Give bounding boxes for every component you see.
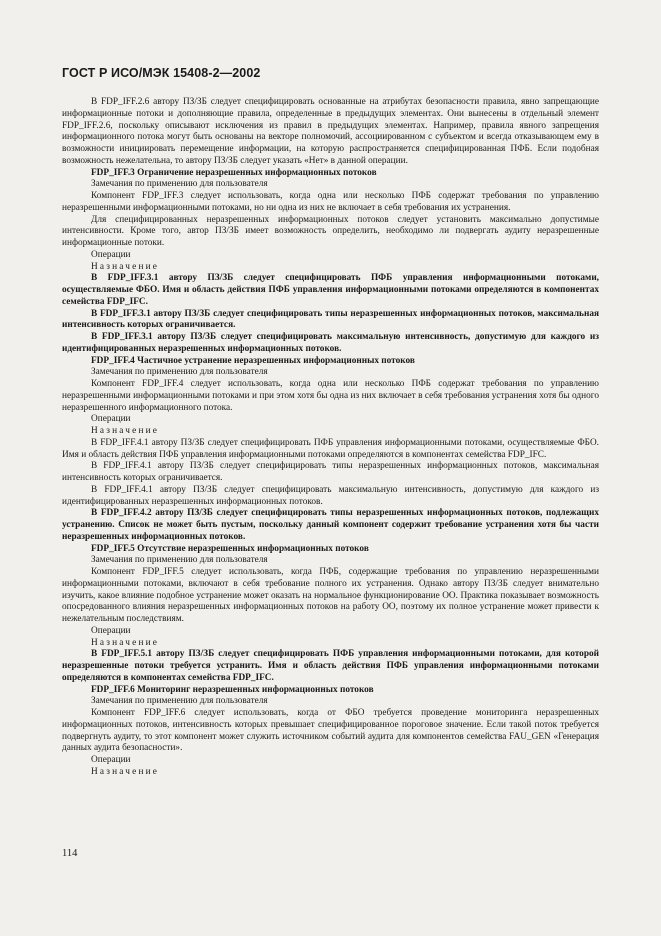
paragraph: В FDP_IFF.3.1 автору ПЗ/ЗБ следует специфицировать ПФБ управления информационными потоками, осуществляемые ФБО. Имя и область действия ПФБ управления информационными потоками определяются в компонентах семейства FDP_IFC. xyxy=(62,273,599,307)
paragraph: Назначение xyxy=(91,261,160,272)
paragraph: В FDP_IFF.3.1 автору ПЗ/ЗБ следует специфицировать типы неразрешенных информационных потоков, максимальная интенсивность которых ограничивается. xyxy=(62,308,599,331)
paragraph: Для специфицированных неразрешенных информационных потоков следует установить максимально допустимые интенсивности. Кроме того, автор ПЗ/ЗБ имеет возможность определить, необходимо ли подвергать аудиту неразрешенные информационные потоки. xyxy=(62,214,599,248)
section-heading: FDP_IFF.5 Отсутствие неразрешенных информационных потоков xyxy=(91,543,369,554)
paragraph: Назначение xyxy=(91,637,160,648)
paragraph: В FDP_IFF.4.2 автору ПЗ/ЗБ следует специфицировать типы неразрешенных информационных потоков, подлежащих устранению. Список не может быть пустым, поскольку данный компонент содержит требование устранения хотя бы части неразрешенных информационных потоков. xyxy=(62,508,599,542)
paragraph: Назначение xyxy=(91,766,160,777)
paragraph: В FDP_IFF.4.1 автору ПЗ/ЗБ следует специфицировать максимальную интенсивность, допустимую для каждого из идентифицированных неразрешенных информационных потоков. xyxy=(62,484,599,507)
section-heading: FDP_IFF.6 Мониторинг неразрешенных информационных потоков xyxy=(91,684,374,695)
paragraph: В FDP_IFF.2.6 автору ПЗ/ЗБ следует специфицировать основанные на атрибутах безопасности правила, явно запрещающие информационные потоки и дополняющие правила, определенные в предыдущих элементах. Они вынесены в отдельный элемент FDP_IFF.2.6, поскольку описывают исключения из правил в предыдущих элементах. Например, правила явного запрещения информационного потока могут быть основаны на векторе полномочий, ассоциированном с субъектом и всегда отказывающем ему в возможности инициировать перемещение информации, на которую распространяется специфицированная ПФБ. Если подобная возможность нежелательна, то автору ПЗ/ЗБ следует указать «Нет» в данной операции. xyxy=(62,97,599,166)
section-heading: FDP_IFF.3 Ограничение неразрешенных информационных потоков xyxy=(91,167,377,178)
paragraph: В FDP_IFF.4.1 автору ПЗ/ЗБ следует специфицировать ПФБ управления информационными потоками, осуществляемые ФБО. Имя и область действия ПФБ управления информационными потоками определяются в компонентах семейства FDP_IFC. xyxy=(62,437,599,460)
paragraph: Замечания по применению для пользователя xyxy=(91,179,268,190)
paragraph: В FDP_IFF.4.1 автору ПЗ/ЗБ следует специфицировать типы неразрешенных информационных потоков, максимальная интенсивность которых ограничивается. xyxy=(62,461,599,483)
paragraph: Компонент FDP_IFF.5 следует использовать, когда ПФБ, содержащие требования по управлению неразрешенными информационными потоками, включают в себя требование полного их устранения. Однако автору ПЗ/ЗБ следует внимательно изучить, какое влияние подобное устранение может оказать на нормальное функционирование ОО. Практика показывает возможность опосредованного влияния неразрешенных информационных потоков на работу ОО, поэтому их полное устранение может привести к нежелательным последствиям. xyxy=(62,567,599,624)
section-heading: FDP_IFF.4 Частичное устранение неразрешенных информационных потоков xyxy=(91,355,415,366)
paragraph: Операции xyxy=(91,249,131,260)
paragraph: В FDP_IFF.5.1 автору ПЗ/ЗБ следует специфицировать ПФБ управления информационными потоками, для которой неразрешенные потоки требуется устранить. Имя и область действия ПФБ управления информационными потоками определяются в компонентах семейства FDP_IFC. xyxy=(62,649,599,683)
paragraph: Назначение xyxy=(91,426,160,436)
paragraph: В FDP_IFF.3.1 автору ПЗ/ЗБ следует специфицировать максимальную интенсивность, допустимую для каждого из идентифицированных неразрешенных информационных потоков. xyxy=(62,332,599,354)
paragraph: Операции xyxy=(91,755,131,765)
paragraph: Компонент FDP_IFF.3 следует использовать, когда одна или несколько ПФБ содержат требования по управлению неразрешенными информационными потоками, но ни одна из них не включает в себя требования их устранения. xyxy=(62,191,599,213)
paragraph: Замечания по применению для пользователя xyxy=(91,367,268,378)
paragraph: Операции xyxy=(91,414,131,425)
document-header: ГОСТ Р ИСО/МЭК 15408-2—2002 xyxy=(62,66,261,80)
paragraph: Компонент FDP_IFF.6 следует использовать, когда от ФБО требуется проведение мониторинга неразрешенных информационных потоков, интенсивность которых превышает специфицированное пороговое значение. Если такой поток требуется подвергнуть аудиту, то этот компонент может служить источником событий аудита для компонентов семейства FAU_GEN «Генерация данных аудита безопасности». xyxy=(62,708,599,754)
paragraph: Операции xyxy=(91,625,131,636)
paragraph: Замечания по применению для пользователя xyxy=(91,555,268,566)
page-number: 114 xyxy=(62,848,78,859)
paragraph: Компонент FDP_IFF.4 следует использовать, когда одна или несколько ПФБ содержат требования по управлению неразрешенными информационными потоками и при этом хотя бы одна из них включает в себя требования устранения хотя бы одного неразрешенного информационного потока. xyxy=(62,379,599,413)
paragraph: Замечания по применению для пользователя xyxy=(91,696,268,707)
document-body xyxy=(62,97,599,779)
